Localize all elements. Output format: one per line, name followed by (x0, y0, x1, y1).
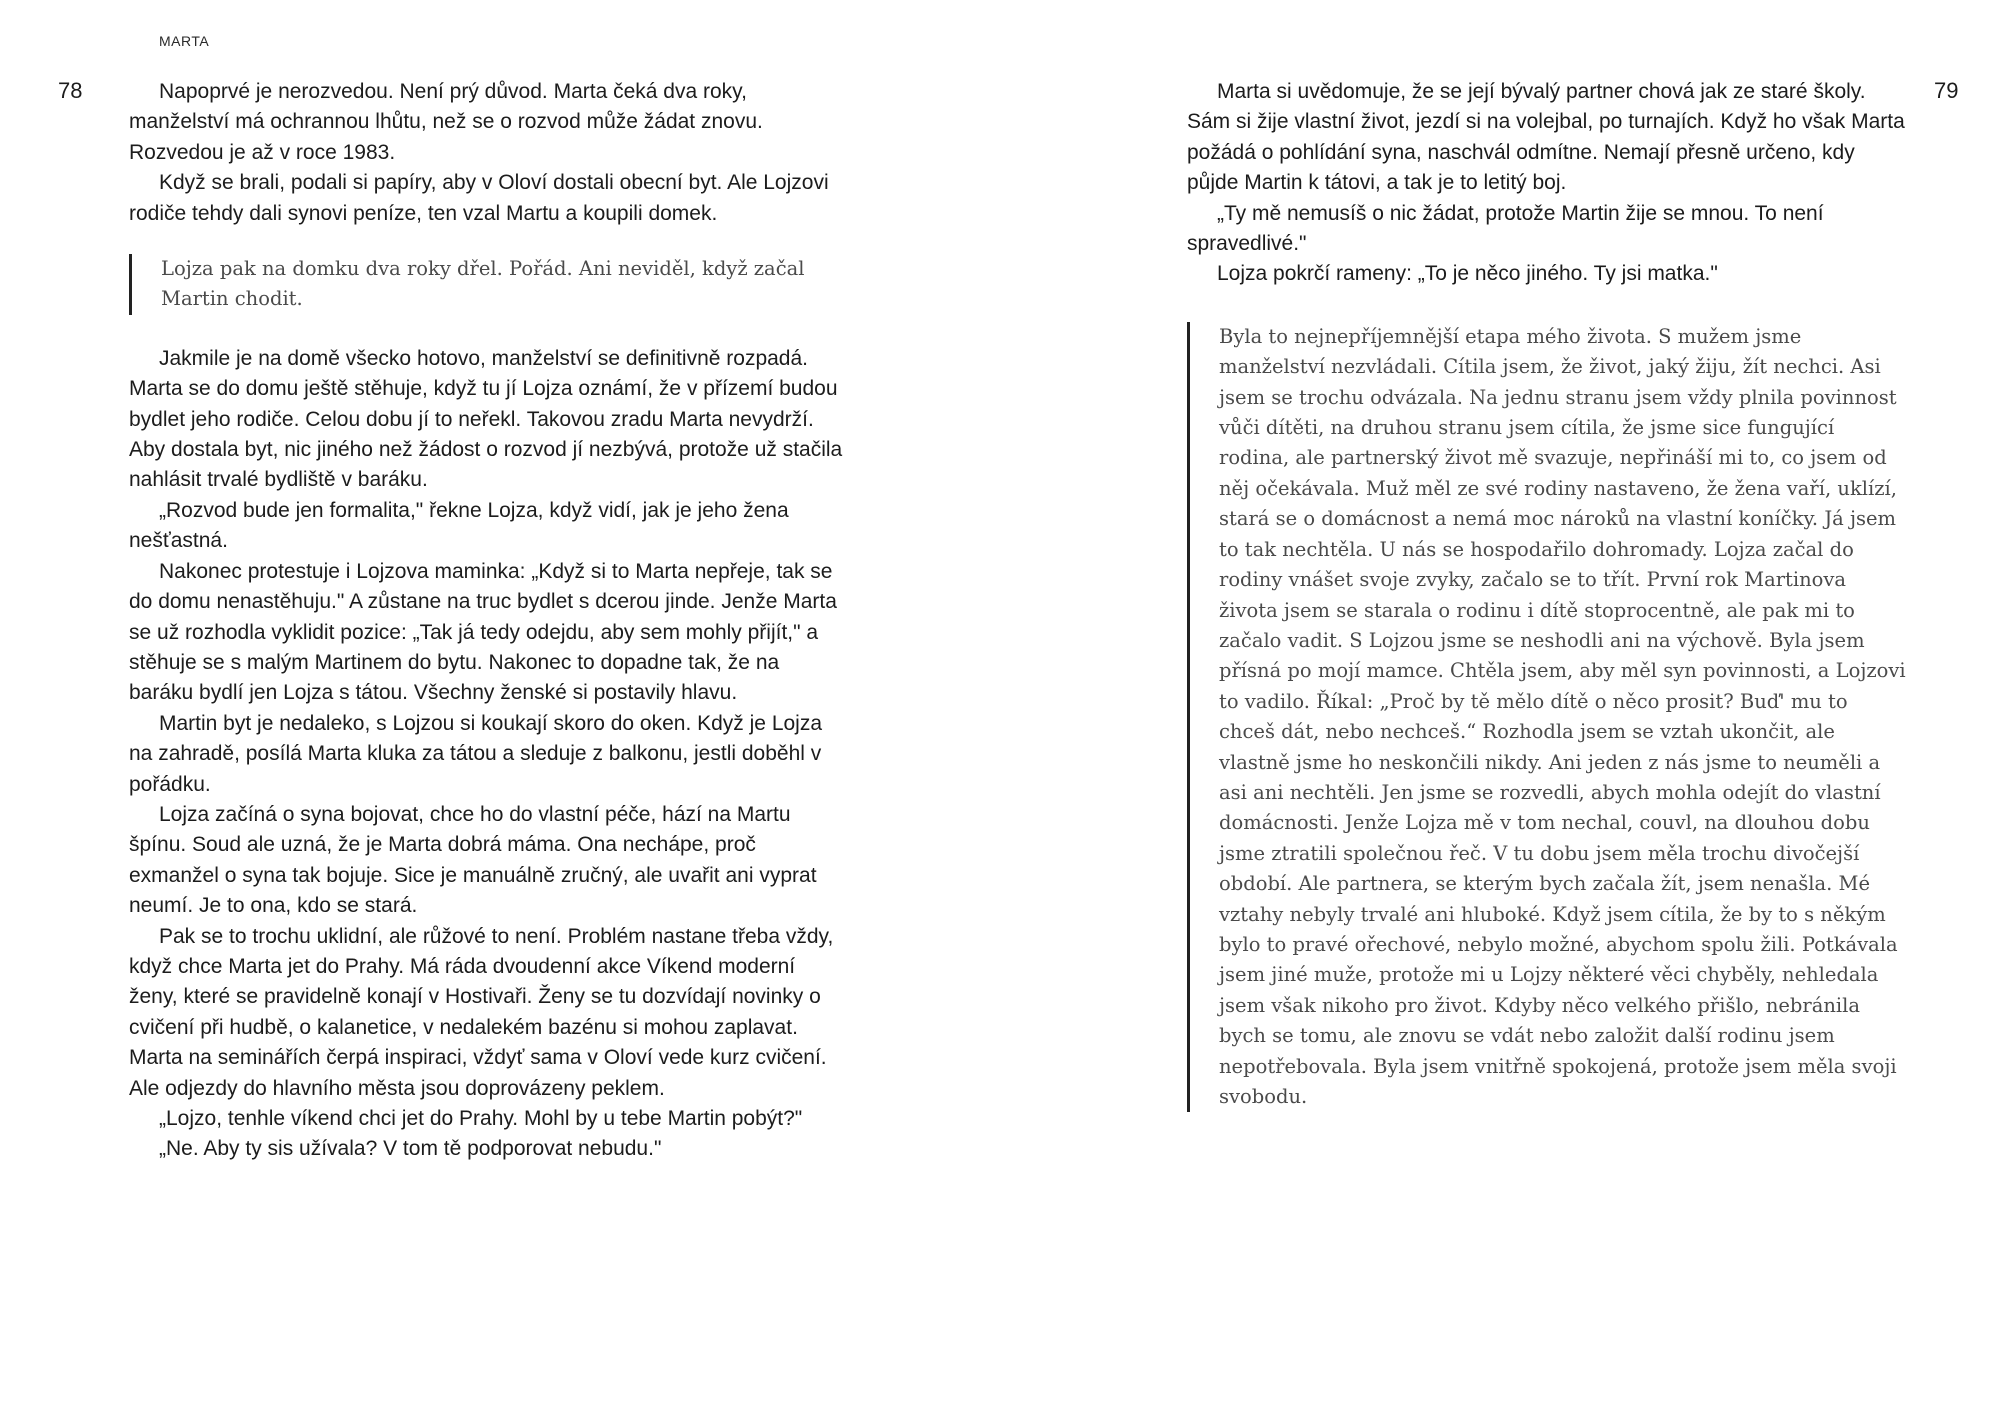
paragraph: „Lojzo, tenhle víkend chci jet do Prahy. Mohl by u tebe Martin pobýt?" (159, 1107, 803, 1130)
left-text-block (129, 77, 849, 1165)
paragraph: Když se brali, podali si papíry, aby v Oloví dostali obecní byt. Ale Lojzovi rodiče tehdy dali synovi peníze, ten vzal Martu a koupili domek. (129, 171, 829, 225)
paragraph: Martin byt je nedaleko, s Lojzou si koukají skoro do oken. Když je Lojza na zahradě, posílá Marta kluka za tátou a sleduje z balkonu, jestli doběhl v pořádku. (129, 711, 823, 796)
paragraph: „Rozvod bude jen formalita," řekne Lojza, když vidí, jak je jeho žena nešťastná. (129, 498, 789, 553)
pull-quote: Byla to nejnepříjemnější etapa mého života. S mužem jsme manželství nezvládali. Cítila jsem, že život, jaký žiju, žít nechci. Asi jsem se trochu odvázala. Na jednu stranu jsem vždy plnila povinnost vůči dítěti, na druhou stranu jsem cítila, že jsme sice fungující rodina, ale partnerský život mě svazuje, nepřináší mi to, co jsem od něj očekávala. Muž měl ze své rodiny nastaveno, že žena vaří, uklízí, stará se o domácnost a nemá moc nároků na vlastní koníčky. Já jsem to tak nechtěla. U nás se hospodařilo dohromady. Lojza začal do rodiny vnášet svoje zvyky, začalo se to třít. První rok Martinova života jsem se starala o rodinu i dítě stoprocentně, ale pak mi to začalo vadit. S Lojzou jsme se neshodli ani na výchově. Byla jsem přísná po mojí mamce. Chtěla jsem, aby měl syn povinnosti, a Lojzovi to vadilo. Říkal: „Proč by tě mělo dítě o něco prosit? Buď' mu to chceš dát, nebo nechceš.“ Rozhodla jsem se vztah ukončit, ale vlastně jsme ho neskončili nikdy. Ani jeden z nás jsme to neuměli a asi ani nechtěli. Jen jsme se rozvedli, abych mohla odejít do vlastní domácnosti. Jenže Lojza mě v tom nechal, couvl, na dlouhou dobu jsme ztratili společnou řeč. V tu dobu jsem měla trochu divočejší období. Ale partnera, se kterým bych začala žít, jsem nenašla. Mé vztahy nebyly trvalé ani hluboké. Když jsem cítila, že by to s někým bylo to pravé ořechové, nebylo možné, abychom spolu žili. Potkávala jsem jiné muže, protože mi u Lojzy některé věci chyběly, nehledala jsem však nikoho pro život. Kdyby něco velkého přišlo, nebránila bych se tomu, ale znovu se vdát nebo založit další rodinu jsem nepotřebovala. Byla jsem vnitřně spokojená, protože jsem měla svoji svobodu. (1187, 322, 1907, 1113)
paragraph: Lojza pokrčí rameny: „To je něco jiného. Ty jsi matka." (1217, 262, 1718, 286)
right-text-block (1187, 77, 1907, 1112)
paragraph: Pak se to trochu uklidní, ale růžové to není. Problém nastane třeba vždy, když chce Marta jet do Prahy. Má ráda dvoudenní akce Víkend moderní ženy, které se pravidelně konají v Hostivaři. Ženy se tu dozvídají novinky o cvičení při hudbě, o kalanetice, v nedalekém bazénu si mohou zaplavat. Marta na seminářích čerpá inspiraci, vždyť sama v Oloví vede kurz cvičení. Ale odjezdy do hlavního města jsou doprovázeny peklem. (129, 924, 834, 1100)
pull-quote: Lojza pak na domku dva roky dřel. Pořád. Ani neviděl, když začal Martin chodit. (129, 254, 849, 315)
paragraph: „Ne. Aby ty sis užívala? V tom tě podporovat nebudu." (159, 1137, 662, 1161)
paragraph: Nakonec protestuje i Lojzova maminka: „Když si to Marta nepřeje, tak se do domu nenastěhuju." A zůstane na truc bydlet s dcerou jinde. Jenže Marta se už rozhodla vyklidit pozice: „Tak já tedy odejdu, aby sem mohly přijít," a stěhuje se s malým Martinem do bytu. Nakonec to dopadne tak, že na baráku bydlí jen Lojza s tátou. Všechny ženské si postavily hlavu. (129, 559, 837, 705)
page-number-left: 78 (58, 78, 83, 103)
running-head: MARTA (159, 33, 210, 49)
right-page (1004, 0, 2008, 1417)
paragraph: Jakmile je na domě všecko hotovo, manželství se definitivně rozpadá. Marta se do domu ještě stěhuje, když tu jí Lojza oznámí, že v přízemí budou bydlet jeho rodiče. Celou dobu jí to neřekl. Takovou zradu Marta nevydrží. Aby dostala byt, nic jiného než žádost o rozvod jí nezbývá, protože už stačila nahlásit trvalé bydliště v baráku. (129, 346, 843, 492)
paragraph: „Ty mě nemusíš o nic žádat, protože Martin žije se mnou. To není spravedlivé." (1187, 201, 1824, 256)
paragraph: Napoprvé je nerozvedou. Není prý důvod. Marta čeká dva roky, manželství má ochrannou lhůtu, než se o rozvod může žádat znovu. Rozvedou je až v roce 1983. (129, 80, 763, 164)
paragraph: Marta si uvědomuje, že se její bývalý partner chová jak ze staré školy. Sám si žije vlastní život, jezdí si na volejbal, po turnajích. Když ho však Marta požádá o pohlídání syna, naschvál odmítne. Nemají přesně určeno, kdy půjde Martin k tátovi, a tak je to letitý boj. (1187, 80, 1905, 195)
paragraph: Lojza začíná o syna bojovat, chce ho do vlastní péče, hází na Martu špínu. Soud ale uzná, že je Marta dobrá máma. Ona nechápe, proč exmanžel o syna tak bojuje. Sice je manuálně zručný, ale uvařit ani vyprat neumí. Je to ona, kdo se stará. (129, 802, 817, 918)
page-number-right: 79 (1934, 78, 1959, 103)
